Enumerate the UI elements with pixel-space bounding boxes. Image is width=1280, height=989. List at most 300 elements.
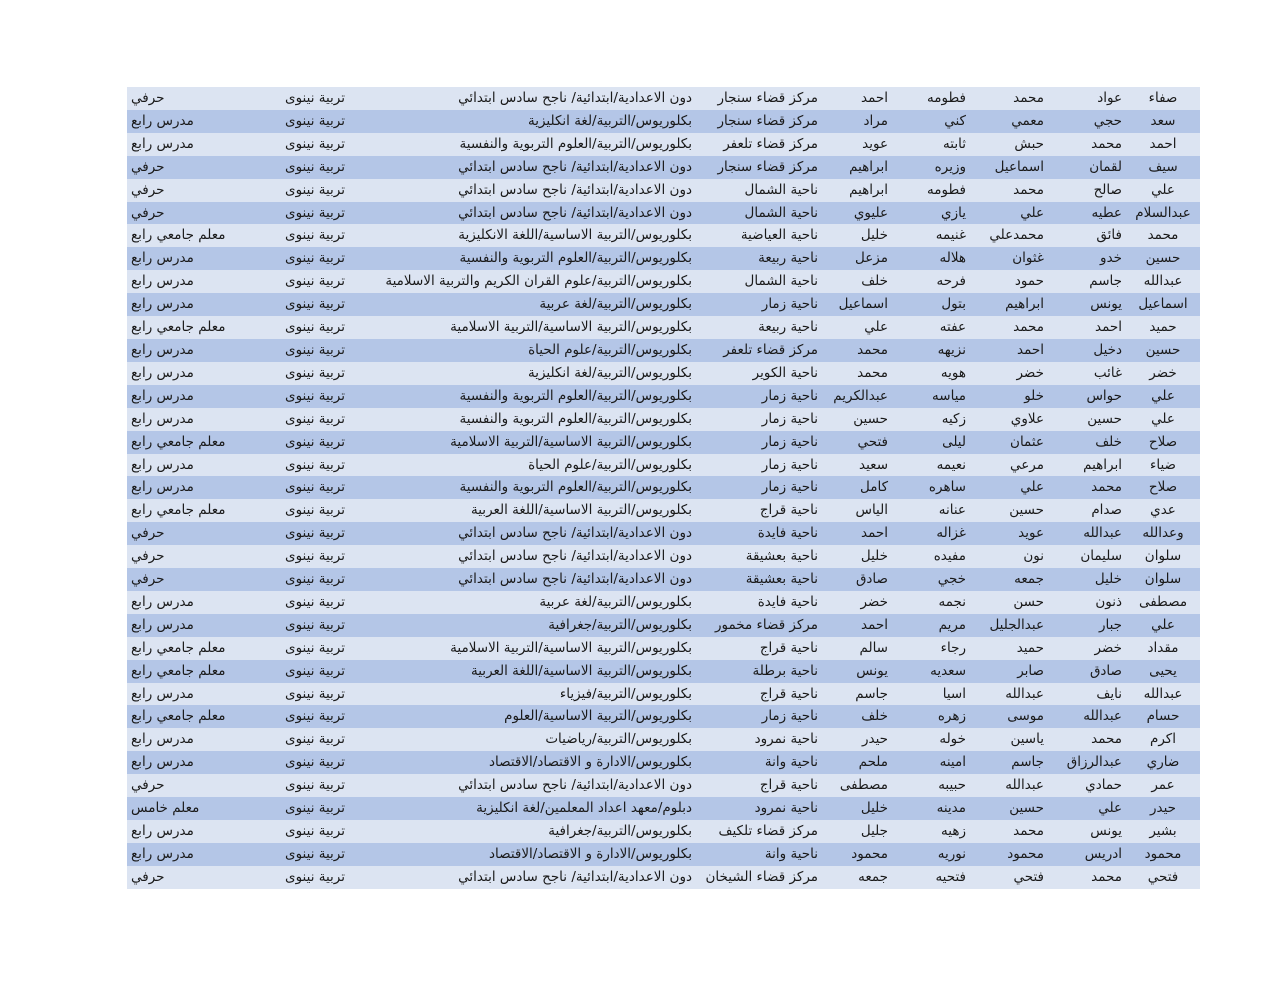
cell-mother-name: نوريه: [892, 843, 970, 866]
cell-mother-name: زهيه: [892, 820, 970, 843]
cell-first-name: احمد: [1126, 133, 1200, 156]
cell-first-name: صفاء: [1126, 87, 1200, 110]
cell-qualification: بكلوريوس/التربية/لغة عربية: [365, 591, 696, 614]
cell-father-name: خليل: [1048, 568, 1126, 591]
cell-mother-father-name: خليل: [822, 224, 892, 247]
cell-mother-father-name: خلف: [822, 270, 892, 293]
cell-first-name: حميد: [1126, 316, 1200, 339]
cell-directorate: تربية نينوى: [285, 110, 365, 133]
cell-first-name: علي: [1126, 408, 1200, 431]
cell-directorate: تربية نينوى: [285, 614, 365, 637]
cell-mother-father-name: الياس: [822, 499, 892, 522]
cell-directorate: تربية نينوى: [285, 499, 365, 522]
cell-mother-name: خوله: [892, 728, 970, 751]
cell-job-title: معلم جامعي رابع: [127, 637, 285, 660]
cell-mother-father-name: جليل: [822, 820, 892, 843]
cell-grandfather-name: اسماعيل: [970, 156, 1048, 179]
cell-job-title: مدرس رابع: [127, 408, 285, 431]
cell-mother-father-name: محمود: [822, 843, 892, 866]
cell-father-name: احمد: [1048, 316, 1126, 339]
cell-directorate: تربية نينوى: [285, 797, 365, 820]
cell-mother-father-name: جمعه: [822, 866, 892, 889]
cell-directorate: تربية نينوى: [285, 660, 365, 683]
cell-father-name: دخيل: [1048, 339, 1126, 362]
cell-mother-father-name: يونس: [822, 660, 892, 683]
cell-qualification: بكلوريوس/التربية/لغة انكليزية: [365, 362, 696, 385]
cell-first-name: علي: [1126, 614, 1200, 637]
cell-mother-name: ليلى: [892, 431, 970, 454]
cell-mother-father-name: عبدالكريم: [822, 385, 892, 408]
cell-location: ناحية فايدة: [696, 591, 822, 614]
cell-directorate: تربية نينوى: [285, 133, 365, 156]
cell-father-name: يونس: [1048, 820, 1126, 843]
cell-mother-name: اسيا: [892, 683, 970, 706]
cell-location: ناحية العياضية: [696, 224, 822, 247]
cell-grandfather-name: حسن: [970, 591, 1048, 614]
cell-directorate: تربية نينوى: [285, 728, 365, 751]
cell-directorate: تربية نينوى: [285, 270, 365, 293]
table-row: [127, 339, 1200, 362]
table-row: [127, 179, 1200, 202]
cell-grandfather-name: محمد: [970, 87, 1048, 110]
cell-directorate: تربية نينوى: [285, 385, 365, 408]
cell-first-name: صلاح: [1126, 431, 1200, 454]
cell-father-name: خدو: [1048, 247, 1126, 270]
cell-job-title: معلم جامعي رابع: [127, 224, 285, 247]
cell-mother-father-name: مصطفى: [822, 774, 892, 797]
table-row: [127, 476, 1200, 499]
cell-job-title: معلم جامعي رابع: [127, 431, 285, 454]
cell-location: مركز قضاء تلعفر: [696, 133, 822, 156]
cell-father-name: عبدالرزاق: [1048, 751, 1126, 774]
cell-qualification: دون الاعدادية/ابتدائية/ ناجح سادس ابتدائي: [365, 179, 696, 202]
cell-mother-father-name: خلف: [822, 705, 892, 728]
cell-location: ناحية زمار: [696, 705, 822, 728]
cell-location: مركز قضاء سنجار: [696, 156, 822, 179]
cell-first-name: حسين: [1126, 247, 1200, 270]
cell-qualification: دون الاعدادية/ابتدائية/ ناجح سادس ابتدائي: [365, 568, 696, 591]
cell-grandfather-name: جاسم: [970, 751, 1048, 774]
cell-grandfather-name: عبدالجليل: [970, 614, 1048, 637]
cell-directorate: تربية نينوى: [285, 843, 365, 866]
cell-mother-name: زهره: [892, 705, 970, 728]
cell-qualification: بكلوريوس/التربية/فيزياء: [365, 683, 696, 706]
cell-first-name: مصطفى: [1126, 591, 1200, 614]
cell-mother-name: حبيبه: [892, 774, 970, 797]
cell-mother-father-name: خضر: [822, 591, 892, 614]
cell-job-title: مدرس رابع: [127, 728, 285, 751]
cell-father-name: محمد: [1048, 476, 1126, 499]
cell-location: ناحية قراج: [696, 499, 822, 522]
cell-mother-father-name: سعيد: [822, 454, 892, 477]
cell-directorate: تربية نينوى: [285, 637, 365, 660]
cell-location: ناحية زمار: [696, 454, 822, 477]
cell-location: ناحية نمرود: [696, 797, 822, 820]
cell-mother-father-name: صادق: [822, 568, 892, 591]
cell-directorate: تربية نينوى: [285, 545, 365, 568]
cell-directorate: تربية نينوى: [285, 454, 365, 477]
cell-mother-name: غزاله: [892, 522, 970, 545]
table-row: [127, 385, 1200, 408]
cell-directorate: تربية نينوى: [285, 820, 365, 843]
cell-location: ناحية زمار: [696, 476, 822, 499]
cell-mother-father-name: حيدر: [822, 728, 892, 751]
cell-location: ناحية قراج: [696, 637, 822, 660]
cell-first-name: حيدر: [1126, 797, 1200, 820]
cell-qualification: بكلوريوس/التربية الاساسية/اللغة العربية: [365, 660, 696, 683]
cell-job-title: مدرس رابع: [127, 362, 285, 385]
cell-father-name: محمد: [1048, 866, 1126, 889]
cell-mother-name: كني: [892, 110, 970, 133]
cell-mother-name: زكيه: [892, 408, 970, 431]
table-row: [127, 247, 1200, 270]
cell-job-title: مدرس رابع: [127, 339, 285, 362]
cell-father-name: ابراهيم: [1048, 454, 1126, 477]
cell-qualification: بكلوريوس/التربية/لغة عربية: [365, 293, 696, 316]
cell-father-name: خضر: [1048, 637, 1126, 660]
table-row: [127, 683, 1200, 706]
cell-qualification: بكلوريوس/التربية الاساسية/التربية الاسلامية: [365, 637, 696, 660]
table-row: [127, 224, 1200, 247]
cell-grandfather-name: محمدعلي: [970, 224, 1048, 247]
cell-directorate: تربية نينوى: [285, 522, 365, 545]
cell-grandfather-name: صابر: [970, 660, 1048, 683]
cell-mother-name: فرحه: [892, 270, 970, 293]
table-row: [127, 362, 1200, 385]
cell-job-title: معلم جامعي رابع: [127, 316, 285, 339]
cell-mother-father-name: اسماعيل: [822, 293, 892, 316]
cell-grandfather-name: مرعي: [970, 454, 1048, 477]
cell-grandfather-name: محمود: [970, 843, 1048, 866]
cell-directorate: تربية نينوى: [285, 774, 365, 797]
cell-qualification: بكلوريوس/التربية الاساسية/التربية الاسلامية: [365, 431, 696, 454]
cell-father-name: صادق: [1048, 660, 1126, 683]
cell-qualification: بكلوريوس/التربية الاساسية/التربية الاسلامية: [365, 316, 696, 339]
table-row: [127, 705, 1200, 728]
cell-father-name: سليمان: [1048, 545, 1126, 568]
cell-qualification: بكلوريوس/التربية/العلوم التربوية والنفسية: [365, 408, 696, 431]
cell-mother-name: خجي: [892, 568, 970, 591]
cell-first-name: اسماعيل: [1126, 293, 1200, 316]
cell-grandfather-name: ابراهيم: [970, 293, 1048, 316]
cell-qualification: دون الاعدادية/ابتدائية/ ناجح سادس ابتدائي: [365, 522, 696, 545]
cell-mother-father-name: عليوي: [822, 202, 892, 225]
cell-mother-name: وزيره: [892, 156, 970, 179]
cell-directorate: تربية نينوى: [285, 408, 365, 431]
cell-mother-name: مفيده: [892, 545, 970, 568]
cell-mother-father-name: احمد: [822, 522, 892, 545]
cell-father-name: نايف: [1048, 683, 1126, 706]
cell-father-name: خلف: [1048, 431, 1126, 454]
cell-job-title: معلم جامعي رابع: [127, 705, 285, 728]
cell-first-name: يحيى: [1126, 660, 1200, 683]
cell-father-name: عبدالله: [1048, 705, 1126, 728]
cell-location: ناحية بعشيقة: [696, 568, 822, 591]
cell-location: ناحية زمار: [696, 293, 822, 316]
table-row: [127, 568, 1200, 591]
cell-grandfather-name: حبش: [970, 133, 1048, 156]
cell-qualification: بكلوريوس/التربية/لغة انكليزية: [365, 110, 696, 133]
cell-grandfather-name: علي: [970, 202, 1048, 225]
cell-first-name: حسين: [1126, 339, 1200, 362]
cell-mother-name: عنانه: [892, 499, 970, 522]
cell-mother-name: غنيمه: [892, 224, 970, 247]
cell-grandfather-name: احمد: [970, 339, 1048, 362]
cell-mother-name: بتول: [892, 293, 970, 316]
cell-father-name: حجي: [1048, 110, 1126, 133]
table-row: [127, 843, 1200, 866]
cell-qualification: بكلوريوس/التربية/علوم الحياة: [365, 339, 696, 362]
cell-job-title: حرفي: [127, 568, 285, 591]
table-body: [127, 87, 1200, 889]
cell-qualification: بكلوريوس/التربية/علوم الحياة: [365, 454, 696, 477]
cell-location: مركز قضاء مخمور: [696, 614, 822, 637]
cell-grandfather-name: فتحي: [970, 866, 1048, 889]
cell-location: ناحية نمرود: [696, 728, 822, 751]
cell-grandfather-name: معمي: [970, 110, 1048, 133]
cell-mother-father-name: علي: [822, 316, 892, 339]
table-row: [127, 110, 1200, 133]
cell-father-name: حمادي: [1048, 774, 1126, 797]
cell-father-name: حواس: [1048, 385, 1126, 408]
cell-father-name: يونس: [1048, 293, 1126, 316]
cell-directorate: تربية نينوى: [285, 179, 365, 202]
cell-job-title: معلم جامعي رابع: [127, 499, 285, 522]
cell-qualification: بكلوريوس/التربية/رياضيات: [365, 728, 696, 751]
table-row: [127, 660, 1200, 683]
cell-location: ناحية ربيعة: [696, 316, 822, 339]
cell-father-name: صدام: [1048, 499, 1126, 522]
cell-mother-name: رجاء: [892, 637, 970, 660]
cell-location: ناحية زمار: [696, 408, 822, 431]
cell-directorate: تربية نينوى: [285, 224, 365, 247]
cell-mother-name: نجمه: [892, 591, 970, 614]
cell-job-title: مدرس رابع: [127, 133, 285, 156]
cell-mother-father-name: ملحم: [822, 751, 892, 774]
table-row: [127, 408, 1200, 431]
cell-grandfather-name: موسى: [970, 705, 1048, 728]
cell-first-name: علي: [1126, 385, 1200, 408]
cell-father-name: محمد: [1048, 728, 1126, 751]
cell-mother-father-name: خليل: [822, 545, 892, 568]
cell-mother-name: هويه: [892, 362, 970, 385]
cell-qualification: بكلوريوس/الادارة و الاقتصاد/الاقتصاد: [365, 843, 696, 866]
cell-location: مركز قضاء تلكيف: [696, 820, 822, 843]
cell-father-name: لقمان: [1048, 156, 1126, 179]
cell-mother-name: مريم: [892, 614, 970, 637]
table-row: [127, 820, 1200, 843]
employee-table: [127, 87, 1200, 889]
cell-location: ناحية الشمال: [696, 270, 822, 293]
cell-grandfather-name: نون: [970, 545, 1048, 568]
cell-first-name: فتحي: [1126, 866, 1200, 889]
cell-qualification: بكلوريوس/التربية الاساسية/العلوم: [365, 705, 696, 728]
cell-mother-name: نعيمه: [892, 454, 970, 477]
cell-mother-father-name: خليل: [822, 797, 892, 820]
cell-mother-father-name: محمد: [822, 362, 892, 385]
cell-job-title: حرفي: [127, 774, 285, 797]
cell-qualification: بكلوريوس/التربية/علوم القران الكريم والتربية الاسلامية: [365, 270, 696, 293]
cell-grandfather-name: عويد: [970, 522, 1048, 545]
cell-first-name: وعدالله: [1126, 522, 1200, 545]
cell-location: مركز قضاء سنجار: [696, 110, 822, 133]
cell-directorate: تربية نينوى: [285, 431, 365, 454]
cell-father-name: علي: [1048, 797, 1126, 820]
cell-first-name: محمد: [1126, 224, 1200, 247]
cell-directorate: تربية نينوى: [285, 362, 365, 385]
cell-location: ناحية وانة: [696, 751, 822, 774]
cell-grandfather-name: خضر: [970, 362, 1048, 385]
table-row: [127, 156, 1200, 179]
cell-job-title: حرفي: [127, 87, 285, 110]
cell-mother-name: ساهره: [892, 476, 970, 499]
cell-location: ناحية الكوير: [696, 362, 822, 385]
cell-qualification: دون الاعدادية/ابتدائية/ ناجح سادس ابتدائي: [365, 156, 696, 179]
cell-grandfather-name: محمد: [970, 820, 1048, 843]
cell-father-name: محمد: [1048, 133, 1126, 156]
cell-qualification: دون الاعدادية/ابتدائية/ ناجح سادس ابتدائي: [365, 545, 696, 568]
cell-qualification: بكلوريوس/الادارة و الاقتصاد/الاقتصاد: [365, 751, 696, 774]
cell-first-name: سيف: [1126, 156, 1200, 179]
cell-directorate: تربية نينوى: [285, 339, 365, 362]
cell-first-name: علي: [1126, 179, 1200, 202]
table-row: [127, 728, 1200, 751]
cell-location: ناحية وانة: [696, 843, 822, 866]
cell-mother-father-name: ابراهيم: [822, 156, 892, 179]
cell-job-title: مدرس رابع: [127, 820, 285, 843]
cell-grandfather-name: محمد: [970, 179, 1048, 202]
cell-location: ناحية قراج: [696, 683, 822, 706]
cell-location: ناحية الشمال: [696, 179, 822, 202]
cell-mother-father-name: جاسم: [822, 683, 892, 706]
cell-job-title: مدرس رابع: [127, 270, 285, 293]
cell-location: ناحية زمار: [696, 431, 822, 454]
cell-directorate: تربية نينوى: [285, 476, 365, 499]
cell-mother-father-name: فتحي: [822, 431, 892, 454]
cell-first-name: عدي: [1126, 499, 1200, 522]
cell-first-name: مقداد: [1126, 637, 1200, 660]
cell-qualification: بكلوريوس/التربية/جغرافية: [365, 820, 696, 843]
table-row: [127, 751, 1200, 774]
cell-grandfather-name: حسين: [970, 797, 1048, 820]
table-row: [127, 202, 1200, 225]
cell-qualification: بكلوريوس/التربية/العلوم التربوية والنفسية: [365, 247, 696, 270]
cell-grandfather-name: ياسين: [970, 728, 1048, 751]
cell-mother-name: عفته: [892, 316, 970, 339]
cell-mother-father-name: محمد: [822, 339, 892, 362]
cell-qualification: بكلوريوس/التربية/العلوم التربوية والنفسية: [365, 476, 696, 499]
cell-directorate: تربية نينوى: [285, 316, 365, 339]
cell-job-title: مدرس رابع: [127, 454, 285, 477]
cell-job-title: مدرس رابع: [127, 476, 285, 499]
cell-job-title: مدرس رابع: [127, 385, 285, 408]
cell-mother-father-name: ابراهيم: [822, 179, 892, 202]
cell-location: ناحية زمار: [696, 385, 822, 408]
cell-directorate: تربية نينوى: [285, 866, 365, 889]
cell-first-name: ضياء: [1126, 454, 1200, 477]
cell-mother-name: هلاله: [892, 247, 970, 270]
cell-job-title: مدرس رابع: [127, 683, 285, 706]
cell-father-name: عطيه: [1048, 202, 1126, 225]
cell-first-name: سلوان: [1126, 568, 1200, 591]
cell-qualification: بكلوريوس/التربية الاساسية/اللغة الانكليزية: [365, 224, 696, 247]
cell-location: مركز قضاء الشيخان: [696, 866, 822, 889]
cell-location: ناحية الشمال: [696, 202, 822, 225]
cell-directorate: تربية نينوى: [285, 568, 365, 591]
cell-mother-father-name: مزعل: [822, 247, 892, 270]
cell-mother-father-name: احمد: [822, 614, 892, 637]
cell-mother-name: ثابته: [892, 133, 970, 156]
cell-grandfather-name: عبدالله: [970, 683, 1048, 706]
cell-job-title: حرفي: [127, 179, 285, 202]
table-row: [127, 499, 1200, 522]
cell-qualification: دون الاعدادية/ابتدائية/ ناجح سادس ابتدائي: [365, 866, 696, 889]
table-row: [127, 454, 1200, 477]
cell-location: ناحية قراج: [696, 774, 822, 797]
cell-qualification: بكلوريوس/التربية الاساسية/اللغة العربية: [365, 499, 696, 522]
table-row: [127, 774, 1200, 797]
cell-father-name: فائق: [1048, 224, 1126, 247]
cell-father-name: غائب: [1048, 362, 1126, 385]
cell-first-name: عبدالسلام: [1126, 202, 1200, 225]
cell-first-name: محمود: [1126, 843, 1200, 866]
table-row: [127, 270, 1200, 293]
table-row: [127, 316, 1200, 339]
cell-qualification: دون الاعدادية/ابتدائية/ ناجح سادس ابتدائي: [365, 774, 696, 797]
cell-father-name: ادريس: [1048, 843, 1126, 866]
table-row: [127, 637, 1200, 660]
cell-first-name: ضاري: [1126, 751, 1200, 774]
cell-first-name: عمر: [1126, 774, 1200, 797]
cell-mother-name: فتحيه: [892, 866, 970, 889]
cell-directorate: تربية نينوى: [285, 293, 365, 316]
cell-first-name: بشير: [1126, 820, 1200, 843]
cell-job-title: مدرس رابع: [127, 614, 285, 637]
cell-father-name: جاسم: [1048, 270, 1126, 293]
cell-first-name: صلاح: [1126, 476, 1200, 499]
table-row: [127, 866, 1200, 889]
cell-grandfather-name: خلو: [970, 385, 1048, 408]
table-row: [127, 614, 1200, 637]
cell-mother-name: يازي: [892, 202, 970, 225]
cell-mother-father-name: احمد: [822, 87, 892, 110]
cell-job-title: حرفي: [127, 866, 285, 889]
cell-first-name: سعد: [1126, 110, 1200, 133]
cell-directorate: تربية نينوى: [285, 202, 365, 225]
cell-job-title: مدرس رابع: [127, 247, 285, 270]
table-row: [127, 545, 1200, 568]
cell-mother-father-name: عويد: [822, 133, 892, 156]
cell-first-name: خضر: [1126, 362, 1200, 385]
cell-directorate: تربية نينوى: [285, 751, 365, 774]
cell-mother-father-name: كامل: [822, 476, 892, 499]
cell-qualification: بكلوريوس/التربية/العلوم التربوية والنفسية: [365, 133, 696, 156]
table-row: [127, 522, 1200, 545]
cell-father-name: جبار: [1048, 614, 1126, 637]
cell-father-name: عواد: [1048, 87, 1126, 110]
cell-mother-father-name: مراد: [822, 110, 892, 133]
cell-job-title: معلم خامس: [127, 797, 285, 820]
cell-job-title: مدرس رابع: [127, 751, 285, 774]
table-row: [127, 133, 1200, 156]
cell-job-title: مدرس رابع: [127, 591, 285, 614]
cell-first-name: سلوان: [1126, 545, 1200, 568]
cell-mother-father-name: حسين: [822, 408, 892, 431]
cell-grandfather-name: حميد: [970, 637, 1048, 660]
cell-first-name: عبدالله: [1126, 270, 1200, 293]
cell-first-name: حسام: [1126, 705, 1200, 728]
cell-job-title: معلم جامعي رابع: [127, 660, 285, 683]
